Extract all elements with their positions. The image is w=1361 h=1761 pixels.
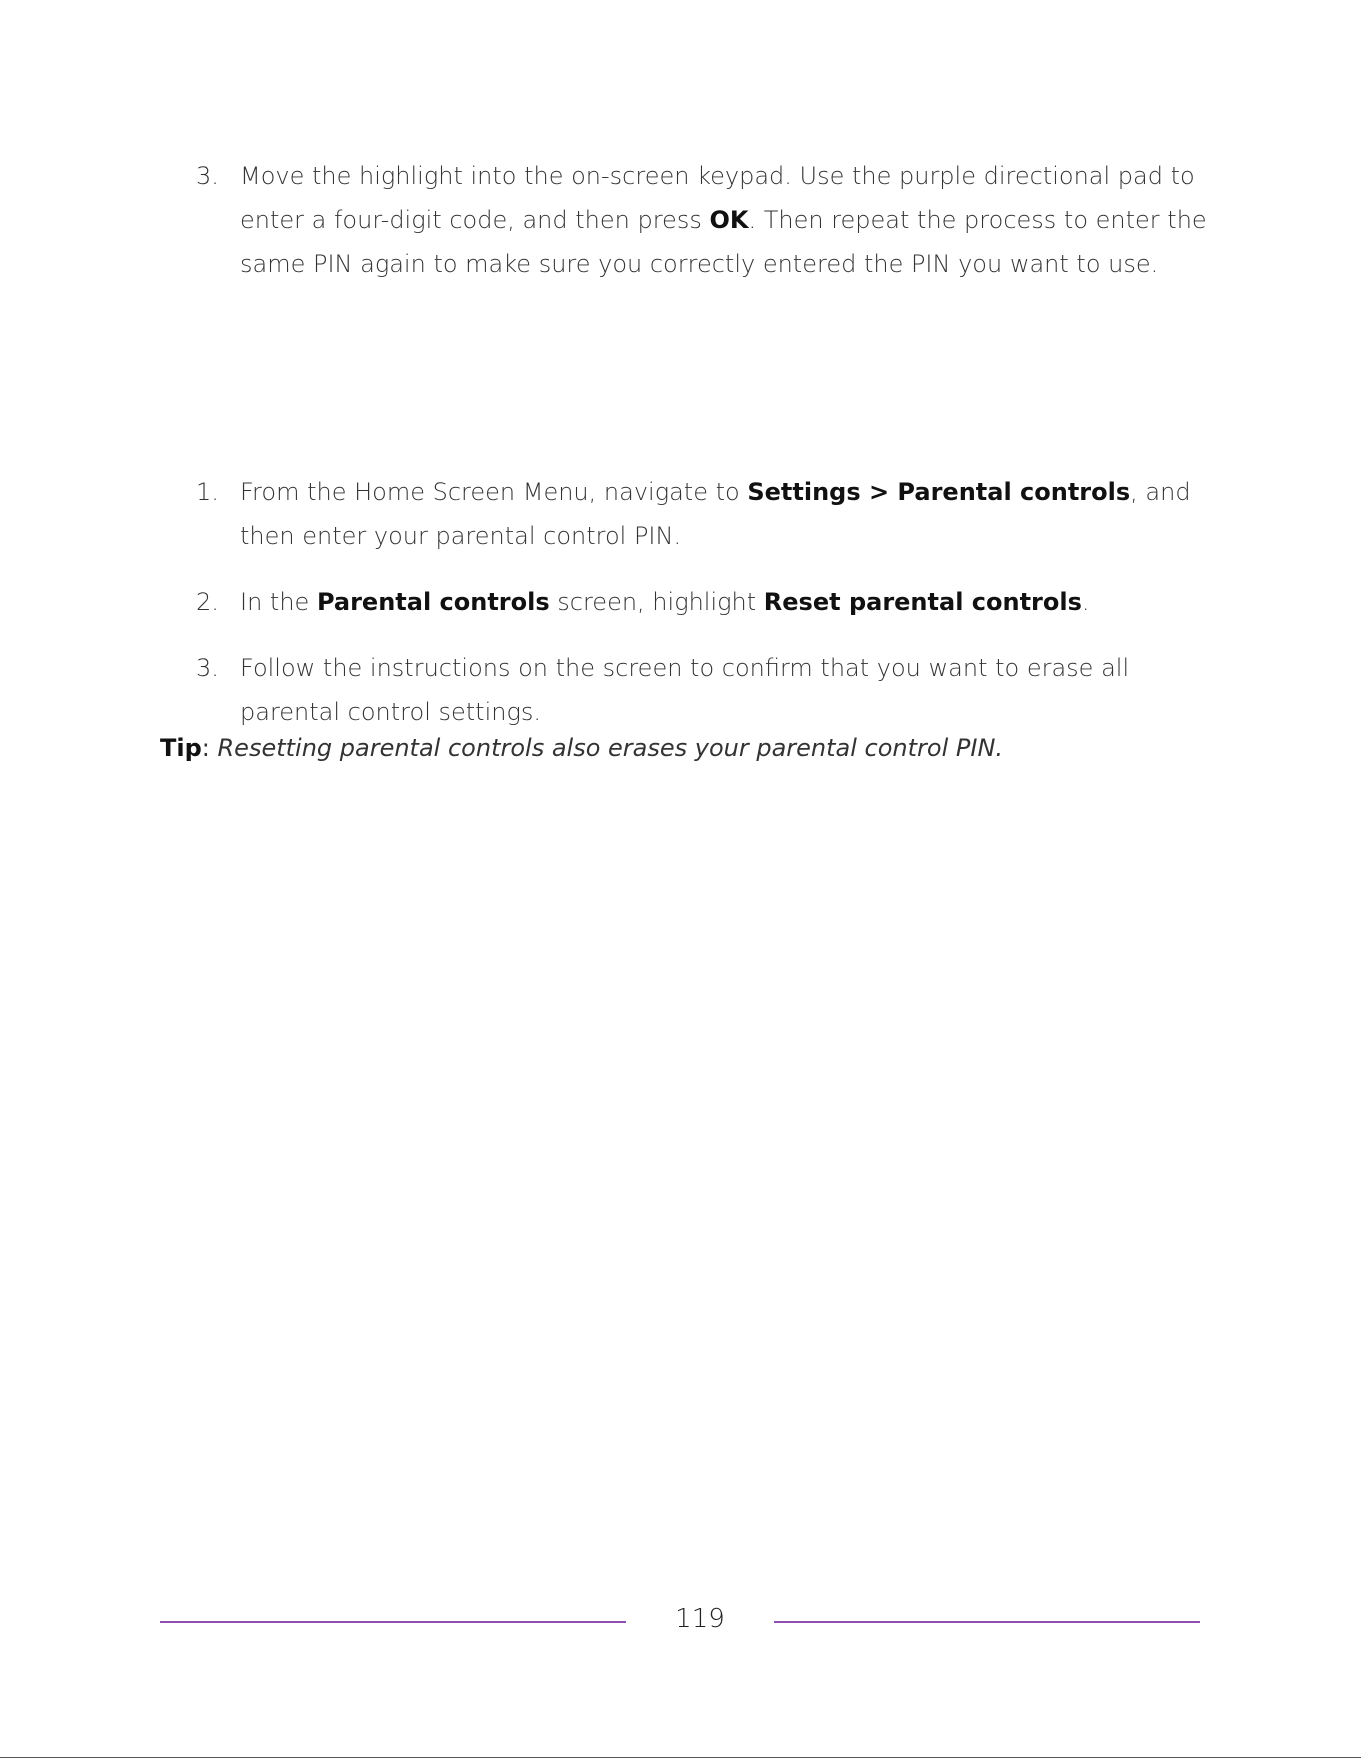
parental-controls-label: Parental controls bbox=[316, 588, 550, 616]
tip-note bbox=[160, 726, 1003, 770]
step-text: Move the highlight into the on-screen keypad. Use the purple directional pad to enter a four-digit code, and then press OK. Then repeat the process to enter the same PIN again to make sure you correctly entered the PIN you want to use. bbox=[240, 162, 1207, 278]
footer-rule-right bbox=[774, 1621, 1200, 1623]
step-enter-pin bbox=[196, 154, 1216, 286]
ok-label: OK bbox=[709, 206, 749, 234]
step-number: 2. bbox=[196, 588, 219, 616]
footer-rule-left bbox=[160, 1621, 626, 1623]
step-highlight-reset bbox=[196, 580, 1216, 624]
settings-path-label: Settings > Parental controls bbox=[747, 478, 1131, 506]
step-text: From the Home Screen Menu, navigate to Settings > Parental controls, and then enter your parental control PIN. bbox=[240, 478, 1191, 550]
step-number: 3. bbox=[196, 654, 219, 682]
step-confirm-erase bbox=[196, 646, 1216, 734]
tip-text: Resetting parental controls also erases your parental control PIN. bbox=[217, 734, 1004, 762]
step-text: Follow the instructions on the screen to confirm that you want to erase all parental control settings. bbox=[240, 654, 1130, 726]
step-navigate-settings bbox=[196, 470, 1216, 558]
page-number: 119 bbox=[675, 1604, 725, 1634]
step-number: 3. bbox=[196, 162, 219, 190]
step-number: 1. bbox=[196, 478, 219, 506]
tip-label: Tip bbox=[160, 734, 202, 762]
reset-parental-controls-label: Reset parental controls bbox=[763, 588, 1082, 616]
tip-separator: : bbox=[201, 734, 218, 762]
page-bottom-edge bbox=[0, 1757, 1361, 1758]
step-text: In the Parental controls screen, highlight Reset parental controls. bbox=[240, 588, 1090, 616]
